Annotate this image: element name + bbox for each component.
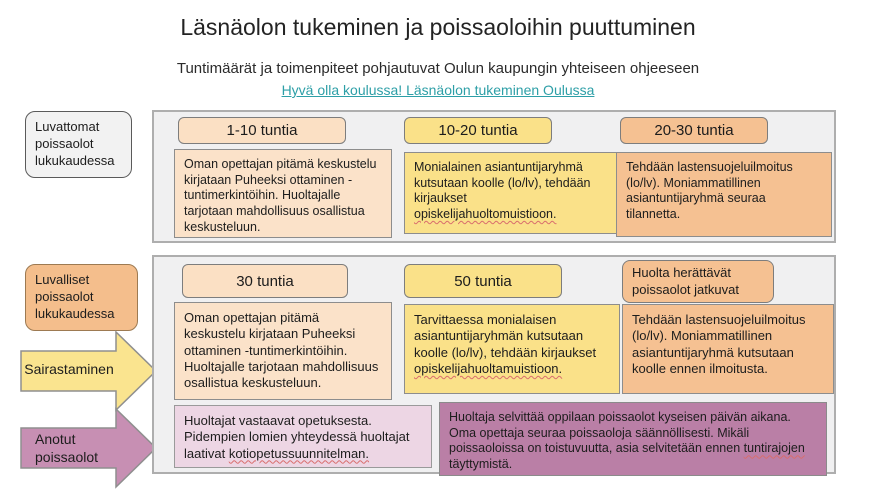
action-text: Monialainen asiantuntijaryhmä kutsutaan koolle (lo/lv), tehdään kirjaukset [414, 160, 591, 206]
hours-pill-50: 50 tuntia [404, 264, 562, 298]
page-subtitle: Tuntimäärät ja toimenpiteet pohjautuvat Oulun kaupungin yhteiseen ohjeeseen [176, 60, 700, 77]
action-text: Tarvittaessa monialaisen asiantuntijaryhmän kutsutaan koolle (lo/lv), tehdään kirjaukset [414, 312, 597, 360]
followup-box [439, 402, 827, 476]
action-box-20-30 [616, 152, 832, 237]
action-text: Tehdään lastensuojeluilmoitus (lo/lv). Moniammatillinen asiantuntijaryhmä seuraa tilannetta. [626, 160, 793, 221]
action-box-1-10 [174, 149, 392, 238]
misspelled-word: opiskelijahuoltomuistioon. [414, 206, 557, 221]
page-title: Läsnäolon tukeminen ja poissaoloihin puuttuminen [180, 14, 696, 40]
action-box-concern [622, 304, 834, 394]
requested-absences-arrow [20, 407, 158, 489]
sickness-arrow-label: Sairastaminen [24, 361, 114, 377]
authorized-absences-section [152, 255, 836, 474]
action-text: Oman opettajan pitämä keskustelu kirjataan Puheeksi ottaminen -tuntimerkintöihin. Huoltajalle tarjotaan mahdollisuus osallistua keskusteluun. [184, 157, 377, 234]
hours-pill-20-30: 20-30 tuntia [620, 117, 768, 144]
action-text: Tehdään lastensuojeluilmoitus (lo/lv). Moniammatillinen asiantuntijaryhmä kutsutaan koolle ennen ilmoitusta. [632, 312, 806, 376]
followup-text: täyttymistä. [449, 456, 513, 471]
unauthorized-absences-section [152, 110, 836, 243]
action-box-30 [174, 302, 392, 400]
hours-pill-10-20: 10-20 tuntia [404, 117, 552, 144]
guardian-responsibility-box [174, 405, 432, 468]
misspelled-word: tuntirajojen [743, 441, 805, 456]
action-box-50 [404, 304, 620, 394]
sickness-arrow [20, 330, 158, 412]
link-row [0, 82, 876, 98]
label-authorized-absences: Luvalliset poissaolot lukukaudessa [25, 264, 138, 331]
action-box-10-20 [404, 152, 620, 234]
guideline-link[interactable]: Hyvä olla koulussa! Läsnäolon tukeminen Oulussa [281, 82, 595, 98]
requested-absences-arrow-label: Anotut poissaolot [35, 431, 99, 465]
action-text: Oman opettajan pitämä keskustelu kirjataan Puheeksi ottaminen -tuntimerkintöihin. Huoltajalle tarjotaan mahdollisuus osallistua keskusteluun. [184, 310, 379, 390]
misspelled-word: kotiopetussuunnitelman. [228, 445, 370, 461]
guardian-text: Huoltajat vastaavat opetuksesta. Pidempien lomien yhteydessä huoltajat laativat [184, 413, 410, 461]
concern-continues-pill: Huolta herättävät poissaolot jatkuvat [622, 260, 774, 303]
misspelled-word: opiskelijahuoltamuistioon. [414, 360, 563, 376]
label-unauthorized-absences: Luvattomat poissaolot lukukaudessa [25, 111, 132, 178]
hours-pill-30: 30 tuntia [182, 264, 348, 298]
hours-pill-1-10: 1-10 tuntia [178, 117, 346, 144]
followup-text: Huoltaja selvittää oppilaan poissaolot kyseisen päivän aikana. Oma opettaja seuraa poissaoloja säännöllisesti. Mikäli poissaoloissa on toistuvuutta, asia selvitetään ennen [449, 410, 791, 456]
